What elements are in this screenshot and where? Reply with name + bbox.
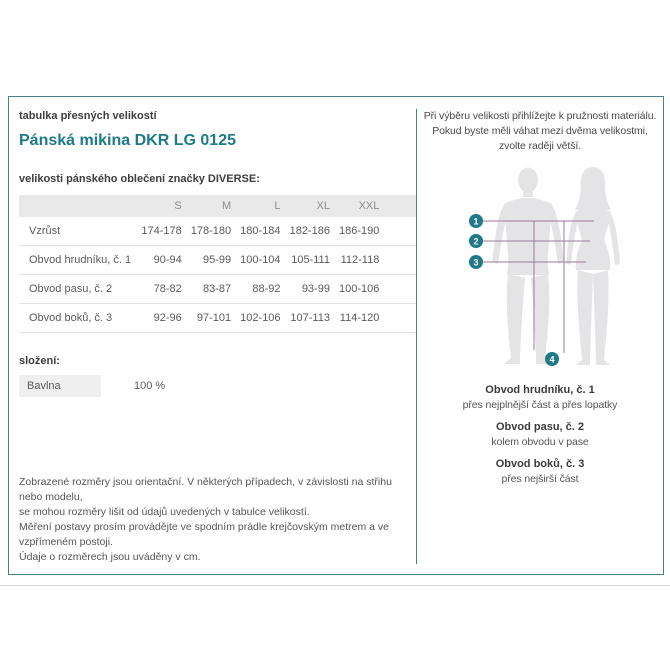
svg-text:2: 2: [473, 236, 479, 247]
table-cell: 178-180: [190, 217, 239, 246]
table-cell: 105-111: [289, 246, 338, 275]
disclaimer-notes: [19, 475, 411, 565]
table-cell: 182-186: [289, 217, 338, 246]
table-cell: 180-184: [239, 217, 288, 246]
table-cell: 97-101: [190, 304, 239, 333]
measurement-descriptions: [421, 384, 659, 485]
page-divider: [0, 585, 670, 586]
table-cell: 83-87: [190, 275, 239, 304]
note-line: se mohou rozměry lišit od údajů uvedených v tabulce velikostí.: [19, 506, 310, 518]
row-label: Obvod boků, č. 3: [19, 304, 140, 333]
body-measurement-diagram: [431, 162, 651, 372]
table-cell: 102-106: [239, 304, 288, 333]
note-line: Zobrazené rozměry jsou orientační. V některých případech, v závislosti na střihu nebo modelu,: [19, 476, 392, 503]
table-cell: 174-178: [140, 217, 189, 246]
hip-marker-icon: [469, 255, 483, 269]
measure-desc: přes nejplnější část a přes lopatky: [462, 399, 618, 411]
svg-text:4: 4: [549, 354, 555, 365]
table-cell: 92-96: [140, 304, 189, 333]
table-cell: 78-82: [140, 275, 189, 304]
table-row: [19, 304, 416, 333]
measure-block: [421, 458, 659, 485]
composition-label: složení:: [19, 355, 60, 367]
table-row: [19, 246, 416, 275]
size-column-header: XXL: [338, 195, 387, 217]
measure-title: Obvod pasu, č. 2: [495, 421, 585, 433]
size-chart-left-column: [9, 97, 416, 574]
note-line: Měření postavy prosím provádějte ve spodním prádle krejčovským metrem a ve vzpřímeném postoji.: [19, 521, 389, 548]
size-column-header: M: [190, 195, 239, 217]
composition-row: [19, 375, 416, 397]
table-cell: 90-94: [140, 246, 189, 275]
row-label: Vzrůst: [19, 217, 140, 246]
row-label: Obvod pasu, č. 2: [19, 275, 140, 304]
note-line: Údaje o rozměrech jsou uváděny v cm.: [19, 551, 201, 563]
advice-line: Pokud byste měli váhat mezi dvěma velikostmi,: [432, 125, 648, 137]
measure-block: [421, 384, 659, 411]
advice-line: zvolte raději větší.: [498, 140, 582, 152]
measure-title: Obvod boků, č. 3: [495, 458, 585, 470]
chart-subtitle: tabulka přesných velikostí: [19, 110, 157, 122]
height-marker-icon: [545, 352, 559, 366]
table-cell: 186-190: [338, 217, 387, 246]
composition-percent: 100 %: [134, 380, 166, 392]
table-cell: 100-104: [239, 246, 288, 275]
svg-text:3: 3: [473, 257, 479, 268]
size-table-header-row: [19, 195, 416, 217]
size-column-header: XL: [289, 195, 338, 217]
measurement-guide-panel: [416, 109, 663, 564]
table-cell: 100-106: [338, 275, 387, 304]
table-filler-cell: [387, 275, 416, 304]
table-filler-cell: [387, 246, 416, 275]
table-cell: 107-113: [289, 304, 338, 333]
sizing-advice-text: [421, 109, 659, 154]
table-cell: 95-99: [190, 246, 239, 275]
advice-line: Při výběru velikosti přihlížejte k pružnosti materiálu.: [423, 110, 657, 122]
table-filler-cell: [387, 217, 416, 246]
size-table: [19, 195, 416, 333]
brand-line: velikosti pánského oblečení značky DIVERSE:: [19, 173, 260, 185]
row-label: Obvod hrudníku, č. 1: [19, 246, 140, 275]
size-column-header: S: [140, 195, 189, 217]
composition-material: Bavlna: [19, 375, 101, 397]
table-cell: 93-99: [289, 275, 338, 304]
size-column-header: L: [239, 195, 288, 217]
male-silhouette: [492, 168, 564, 365]
measure-desc: přes nejširší část: [501, 473, 579, 485]
table-filler-cell: [387, 304, 416, 333]
table-row: [19, 217, 416, 246]
table-cell: 112-118: [338, 246, 387, 275]
size-table-filler-cell: [387, 195, 416, 217]
table-cell: 114-120: [338, 304, 387, 333]
female-silhouette: [566, 167, 620, 365]
measure-desc: kolem obvodu v pase: [491, 436, 589, 448]
size-chart-panel: [8, 96, 664, 575]
product-title: Pánská mikina DKR LG 0125: [19, 132, 236, 149]
table-cell: 88-92: [239, 275, 288, 304]
table-row: [19, 275, 416, 304]
measure-block: [421, 421, 659, 448]
chest-marker-icon: [469, 214, 483, 228]
size-table-corner-cell: [19, 195, 140, 217]
measure-title: Obvod hrudníku, č. 1: [485, 384, 595, 396]
svg-text:1: 1: [473, 216, 479, 227]
waist-marker-icon: [469, 234, 483, 248]
